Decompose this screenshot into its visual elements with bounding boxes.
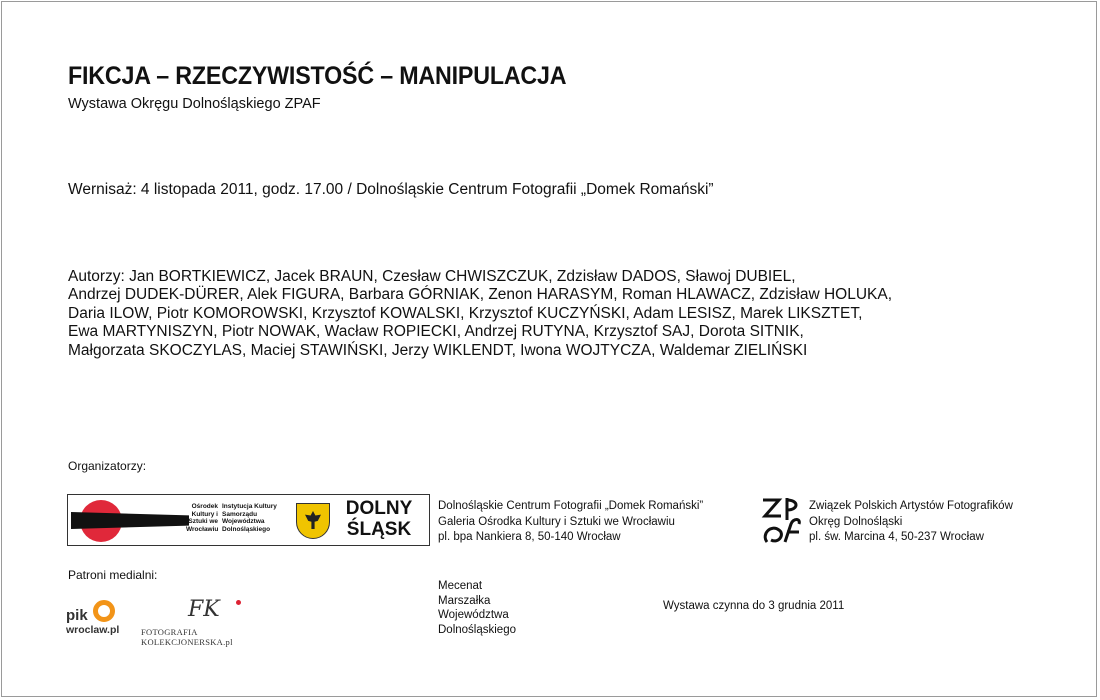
authors-line: Małgorzata SKOCZYLAS, Maciej STAWIŃSKI, Jerzy WIKLENDT, Iwona WOJTYCZA, Waldemar ZIELIŃSKI (68, 341, 808, 359)
authors-line: Andrzej DUDEK-DÜRER, Alek FIGURA, Barbara GÓRNIAK, Zenon HARASYM, Roman HLAWACZ, Zdzisław HOLUKA, (68, 286, 893, 304)
mecenat-line: Dolnośląskiego (438, 623, 516, 636)
page-title: FIKCJA – RZECZYWISTOŚĆ – MANIPULACJA (68, 62, 567, 90)
exhibition-until: Wystawa czynna do 3 grudnia 2011 (663, 600, 845, 612)
coat-of-arms-icon (296, 503, 330, 539)
mecenat-info (438, 579, 516, 637)
page-subtitle: Wystawa Okręgu Dolnośląskiego ZPAF (68, 96, 321, 112)
authors-list (68, 268, 1028, 360)
fk-logo-mark: FK (188, 597, 220, 622)
organizers-label: Organizatorzy: (68, 459, 147, 473)
osk-band-logo (71, 512, 189, 529)
zpaf-address (809, 499, 1013, 546)
dcf-street: pl. bpa Nankiera 8, 50-140 Wrocław (438, 531, 621, 543)
eagle-icon (305, 511, 321, 529)
fk-logo (140, 597, 290, 647)
dcf-name: Dolnośląskie Centrum Fotografii „Domek Romański” (438, 500, 704, 512)
fk-dot-icon (236, 600, 241, 605)
zpaf-name: Związek Polskich Artystów Fotografików (809, 500, 1013, 512)
fk-logo-text: FOTOGRAFIA KOLEKCJONERSKA.pl (141, 627, 233, 647)
dcf-gallery: Galeria Ośrodka Kultury i Sztuki we Wrocławiu (438, 515, 675, 528)
pik-logo-word: pik (66, 607, 88, 624)
organizers-logo-box (67, 494, 430, 546)
mecenat-line: Województwa (438, 609, 509, 621)
authors-line: Autorzy: Jan BORTKIEWICZ, Jacek BRAUN, Czesław CHWISZCZUK, Zdzisław DADOS, Sławoj DUBIEL, (68, 268, 796, 285)
dolny-slask-logo: DOLNY ŚLĄSK (345, 498, 413, 540)
pik-logo (66, 597, 126, 641)
dcf-address (438, 499, 703, 546)
mecenat-line: Mecenat (438, 580, 483, 592)
mecenat-line: Marszałka (438, 594, 491, 607)
zpaf-street: pl. św. Marcina 4, 50-237 Wrocław (809, 531, 984, 543)
pik-logo-url: wroclaw.pl (66, 624, 120, 636)
zpaf-logo-icon (757, 494, 805, 546)
authors-line: Daria ILOW, Piotr KOMOROWSKI, Krzysztof KOWALSKI, Krzysztof KUCZYŃSKI, Adam LESISZ, Marek LIKSZTET, (68, 304, 863, 322)
osk-logo-name: Ośrodek Kultury i Sztuki we Wrocławiu (186, 503, 219, 533)
patrons-label: Patroni medialni: (68, 568, 158, 582)
authors-line: Ewa MARTYNISZYN, Piotr NOWAK, Wacław ROPIECKI, Andrzej RUTYNA, Krzysztof SAJ, Dorota SITNIK, (68, 323, 804, 341)
zpaf-district: Okręg Dolnośląski (809, 515, 903, 528)
vernissage-info: Wernisaż: 4 listopada 2011, godz. 17.00 / Dolnośląskie Centrum Fotografii „Domek Romański” (68, 181, 714, 198)
osk-logo-subtitle: Instytucja Kultury Samorządu Województwa Dolnośląskiego (222, 503, 277, 533)
pik-circle-icon (93, 600, 115, 622)
